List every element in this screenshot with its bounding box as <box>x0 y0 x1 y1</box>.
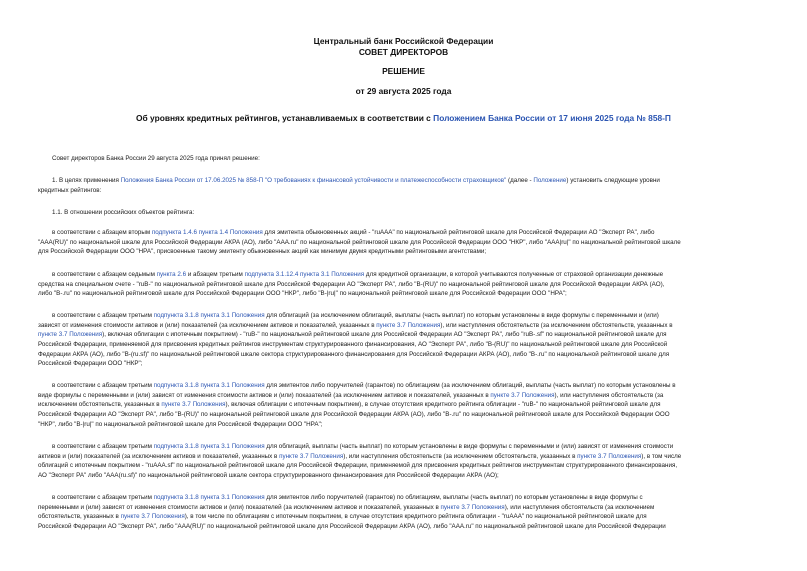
p6-link-2[interactable]: пункте 3.7 Положения <box>279 452 344 460</box>
intro-paragraph <box>38 154 769 164</box>
p3-line-1 <box>38 270 769 280</box>
p3-link-1[interactable]: пункта 2.6 <box>156 271 187 278</box>
doc-title-text: Об уровнях кредитных рейтингов, устанавливаемых в соответствии с <box>136 113 434 123</box>
p7-link-2[interactable]: пункте 3.7 Положения <box>440 503 505 511</box>
p6-link-3[interactable]: пункте 3.7 Положения <box>577 452 642 460</box>
regulation-link[interactable]: Положения Банка России от 17.06.2025 № 858-П "О требованиях к финансовой устойчивости и платежеспособности страховщиков" <box>120 177 507 184</box>
paragraph-6 <box>38 442 769 481</box>
p1-text-a: 1. В целях применения <box>52 177 121 184</box>
p6-link[interactable]: подпункта 3.1.8 пункта 3.1 Положения <box>153 443 265 450</box>
p7-text-b: для эмитентов либо поручителей (гарантов) по облигациям, выплаты (часть выплат) по которым установлены в виде формулы с <box>264 494 643 501</box>
p5-text-3a: исключением обстоятельств, указанных в <box>38 401 162 409</box>
p2-line-2: "AAA(RU)" по национальной шкале для Российской Федерации АКРА (АО), либо "AAA.ru" по национальной рейтинговой шкале для Российской Федерации ООО "НКР", либо "AAA|ru|" по национальной рейтинговой шкале <box>38 238 681 246</box>
p4-text-b: для облигаций (за исключением облигаций, выплаты (часть выплат) по которым установлены в виде формулы с переменными и (или) <box>264 312 659 319</box>
p4-text-3b: ), включая облигации с ипотечным покрытием) - "ruB-" по национальной рейтинговой шкале для Российской Федерации АО "Эксперт РА", либо "ruB-.sf" по национальной рейтинговой шкале для <box>102 331 667 339</box>
p5-link-3[interactable]: пункте 3.7 Положения <box>161 401 226 409</box>
p2-text-a: в соответствии с абзацем вторым <box>52 229 152 236</box>
p6-text-2a: активов и (или) показателей (за исключением активов и показателей, указанных в <box>38 452 280 460</box>
p5-link[interactable]: подпункта 3.1.8 пункта 3.1 Положения <box>153 382 265 389</box>
p6-line-2 <box>38 452 769 462</box>
p6-text-a: в соответствии с абзацем третьим <box>52 443 154 450</box>
intro-line: Совет директоров Банка России 29 августа 2025 года принял решение: <box>52 155 260 162</box>
p4-line-1 <box>38 311 769 321</box>
p1-text-b: (далее - <box>506 177 534 184</box>
p3-text-a: в соответствии с абзацем седьмым <box>52 271 157 278</box>
p7-line-2 <box>38 503 769 513</box>
p4-text-2b: ), или наступления обстоятельств (за исключением обстоятельств, указанных в <box>440 321 673 329</box>
p5-text-2a: виде формулы с переменными и (или) зависят от изменения стоимости активов и (или) показателей (за исключением активов и показателей, указанных в <box>38 391 491 399</box>
p1-text-c: ) установить следующие уровни <box>566 177 660 184</box>
paragraph-3 <box>38 270 769 299</box>
p5-text-2b: ), или наступления обстоятельств (за <box>554 391 664 399</box>
p4-line-4: Российской Федерации, применяемой для присвоения кредитных рейтингов инструментам структурированного финансирования, АО "Эксперт РА", либо "B-(RU)" по национальной рейтинговой шкале для Российской <box>38 341 668 349</box>
p5-text-3b: ), включая облигации с ипотечным покрытием), в случае отсутствия кредитного рейтинга облигации - "ruB-" по национальной рейтинговой шкале для <box>225 401 661 409</box>
p5-line-4: Российской Федерации АО "Эксперт РА", либо "B-(RU)" по национальной рейтинговой шкале для Российской Федерации АКРА (АО), либо "B-.ru" по национальной рейтинговой шкале для Российской Федерации ООО <box>38 411 670 419</box>
p4-line-5: Федерации АКРА (АО), либо "B-(ru.sf)" по национальной рейтинговой шкале сектора структурированного финансирования для Российской Федерации АКРА (АО), либо "B-.ru" по национальной рейтинговой шкале для <box>38 350 670 358</box>
p5-line-3 <box>38 400 769 410</box>
p1-line-2: кредитных рейтингов: <box>38 186 102 194</box>
p7-text-a: в соответствии с абзацем третьим <box>52 494 154 501</box>
doc-title-link[interactable]: Положением Банка России от 17 июня 2025 года № 858-П <box>433 113 671 123</box>
p6-line-3: облигаций с ипотечным покрытием - "ruAAA.sf" по национальной рейтинговой шкале для Российской Федерации, применяемой для присвоения кредитных рейтингов инструментам структурированного финансирования, <box>38 462 678 470</box>
p6-line-4: АО "Эксперт РА" либо "AAA(ru.sf)" по национальной рейтинговой шкале сектора структурированного финансирования для Российской Федерации АКРА (АО); <box>38 472 499 480</box>
p5-link-2[interactable]: пункте 3.7 Положения <box>490 391 555 399</box>
paragraph-7 <box>38 493 769 532</box>
p3-line-2: средства на специальном счете - "ruB-" по национальной рейтинговой шкале для Российской Федерации АО "Эксперт РА", либо "B-(RU)" по национальной рейтинговой шкале для Российской Федерации АКРА (АО), <box>38 280 665 288</box>
p2-line-3: для Российской Федерации ООО "НРА", присвоенные такому эмитенту обыкновенных акций как минимум двумя кредитными рейтинговыми агентствами; <box>38 248 487 256</box>
p5-text-a: в соответствии с абзацем третьим <box>52 382 154 389</box>
paragraph-2 <box>38 228 769 257</box>
p5-line-2 <box>38 391 769 401</box>
p4-line-3 <box>38 330 769 340</box>
p6-text-2c: ), в том числе <box>641 452 682 460</box>
p2-link[interactable]: подпункта 1.4.6 пункта 1.4 Положения <box>151 229 263 236</box>
org-name: Центральный банк Российской Федерации <box>313 36 494 46</box>
p7-link[interactable]: подпункта 3.1.8 пункта 3.1 Положения <box>153 494 265 501</box>
p4-link-2[interactable]: пункте 3.7 Положения <box>376 321 441 329</box>
p7-text-2a: переменными и (или) зависят от изменения стоимости активов и (или) показателей (за исключением активов и показателей, указанных в <box>38 503 441 511</box>
p7-line-3 <box>38 512 769 522</box>
p6-text-b: для облигаций, выплаты (часть выплат) по которым установлены в виде формулы с переменными и (или) зависят от изменения стоимости <box>264 443 674 450</box>
p3-text-b: и абзацем третьим <box>186 271 245 278</box>
paragraph-4 <box>38 311 769 369</box>
doc-title <box>0 113 807 123</box>
p3-line-3: либо "B-.ru" по национальной рейтинговой шкале для Российской Федерации ООО "НКР", либо "B-|ru|" по национальной рейтинговой шкале для Российской Федерации ООО "НРА"; <box>38 290 567 298</box>
p5-text-b: для эмитентов либо поручителей (гарантов) по облигациям (за исключением облигаций, выплаты (часть выплат) по которым установлены в <box>264 382 676 389</box>
p6-line-1 <box>38 442 769 452</box>
p2-line-1 <box>38 228 769 238</box>
p3-link-2[interactable]: подпункта 3.1.12.4 пункта 3.1 Положения <box>244 271 365 278</box>
doc-date: от 29 августа 2025 года <box>355 86 452 96</box>
p7-text-2b: ), или наступления обстоятельств (за исключением <box>504 503 655 511</box>
p4-line-2 <box>38 321 769 331</box>
p7-line-1 <box>38 493 769 503</box>
board-name: СОВЕТ ДИРЕКТОРОВ <box>358 47 449 57</box>
p5-line-5: "НКР", либо "B-|ru|" по национальной рейтинговой шкале для Российской Федерации ООО "НРА"; <box>38 420 323 428</box>
p5-line-1 <box>38 381 769 391</box>
p11-line: 1.1. В отношении российских объектов рейтинга: <box>52 209 195 216</box>
paragraph-1-1 <box>38 208 769 218</box>
p4-text-2a: зависят от изменения стоимости активов и (или) показателей (за исключением активов и показателей, указанных в <box>38 321 377 329</box>
p4-text-a: в соответствии с абзацем третьим <box>52 312 154 319</box>
p4-line-6: Российской Федерации ООО "НКР"; <box>38 360 143 368</box>
p4-link[interactable]: подпункта 3.1.8 пункта 3.1 Положения <box>153 312 265 319</box>
doc-type: РЕШЕНИЕ <box>382 66 425 76</box>
p7-text-3a: обстоятельств, указанных в <box>38 513 121 521</box>
p7-line-4: Российской Федерации АО "Эксперт РА", либо "AAA(RU)" по национальной рейтинговой шкале для Российской Федерации АКРА (АО), либо "AAA.ru" по национальной рейтинговой шкале для Российской Федерации <box>38 523 666 531</box>
p4-link-3[interactable]: пункте 3.7 Положения <box>38 331 103 339</box>
paragraph-1 <box>38 176 769 195</box>
p2-text-b: для эмитента обыкновенных акций - "ruAAA" по национальной рейтинговой шкале для Российской Федерации АО "Эксперт РА", либо <box>262 229 655 236</box>
p1-line-1 <box>38 176 769 186</box>
paragraph-5 <box>38 381 769 429</box>
p3-text-c: для кредитной организации, в которой учитываются полученные от страховой организации денежные <box>364 271 664 278</box>
p7-link-3[interactable]: пункте 3.7 Положения <box>120 513 185 521</box>
regulation-short-link[interactable]: Положение <box>533 177 567 184</box>
p7-text-3b: ), в том числе по облигациям с ипотечным покрытием, в случае отсутствия кредитного рейтинга облигации - "ruAAA" по национальной рейтинговой шкале для <box>184 513 647 521</box>
p6-text-2b: ), или наступления обстоятельств (за исключением обстоятельств, указанных в <box>343 452 578 460</box>
